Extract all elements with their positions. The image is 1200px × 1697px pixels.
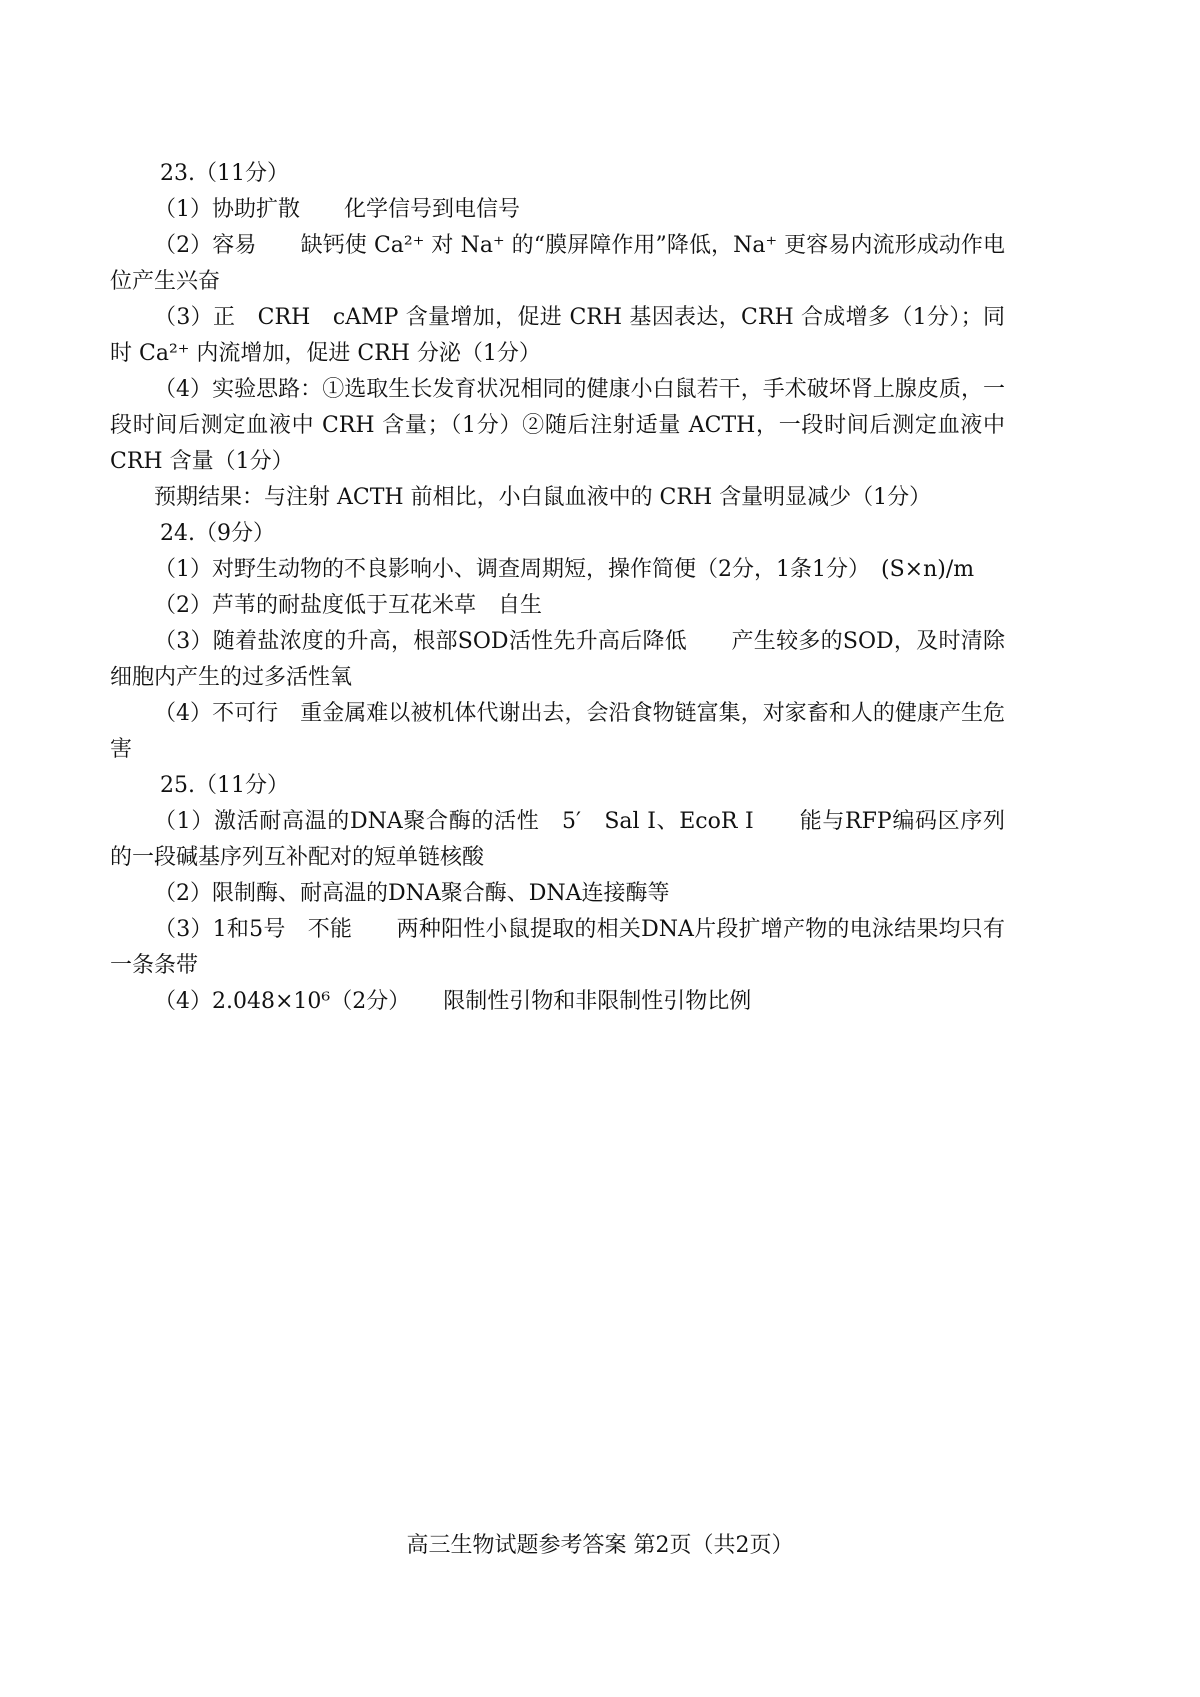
answer-line: 预期结果：与注射 ACTH 前相比，小白鼠血液中的 CRH 含量明显减少（1分） [154,485,932,510]
question-23 [110,156,1012,516]
question-24 [110,516,1005,768]
answer-line: （3）正 CRH cAMP 含量增加，促进 CRH 基因表达，CRH 合成增多（1分）；同时 Ca²⁺ 内流增加，促进 CRH 分泌（1分） [110,305,1005,366]
answer-line: （1）对野生动物的不良影响小、调查周期短，操作简便（2分，1条1分） (S×n)/m [154,557,975,582]
answer-line: （1）协助扩散 化学信号到电信号 [154,197,520,222]
answer-line: （2）芦苇的耐盐度低于互花米草 自生 [154,593,542,618]
question-title: 25.（11分） [160,773,289,798]
answer-line: （2）限制酶、耐高温的DNA聚合酶、DNA连接酶等 [154,881,670,906]
answer-content [110,156,1012,1020]
answer-line: （4）2.048×10⁶（2分） 限制性引物和非限制性引物比例 [154,989,752,1014]
answer-line: （2）容易 缺钙使 Ca²⁺ 对 Na⁺ 的“膜屏障作用”降低，Na⁺ 更容易内流形成动作电位产生兴奋 [110,233,1005,294]
answer-line: （3）随着盐浓度的升高，根部SOD活性先升高后降低 产生较多的SOD，及时清除细胞内产生的过多活性氧 [110,629,1005,690]
answer-line: （1）激活耐高温的DNA聚合酶的活性 5′ Sal Ⅰ、EcoR Ⅰ 能与RFP编码区序列的一段碱基序列互补配对的短单链核酸 [110,809,1005,870]
question-title: 24.（9分） [160,521,275,546]
answer-line: （4）实验思路：①选取生长发育状况相同的健康小白鼠若干，手术破坏肾上腺皮质，一段时间后测定血液中 CRH 含量；（1分）②随后注射适量 ACTH，一段时间后测定血液中 CRH 含量（1分） [110,377,1012,474]
question-25 [110,768,1005,1020]
answer-line: （3）1和5号 不能 两种阳性小鼠提取的相关DNA片段扩增产物的电泳结果均只有一条条带 [110,917,1005,978]
answer-line: （4）不可行 重金属难以被机体代谢出去，会沿食物链富集，对家畜和人的健康产生危害 [110,701,1005,762]
question-title: 23.（11分） [160,161,289,186]
page-footer: 高三生物试题参考答案 第2页（共2页） [406,1533,794,1558]
